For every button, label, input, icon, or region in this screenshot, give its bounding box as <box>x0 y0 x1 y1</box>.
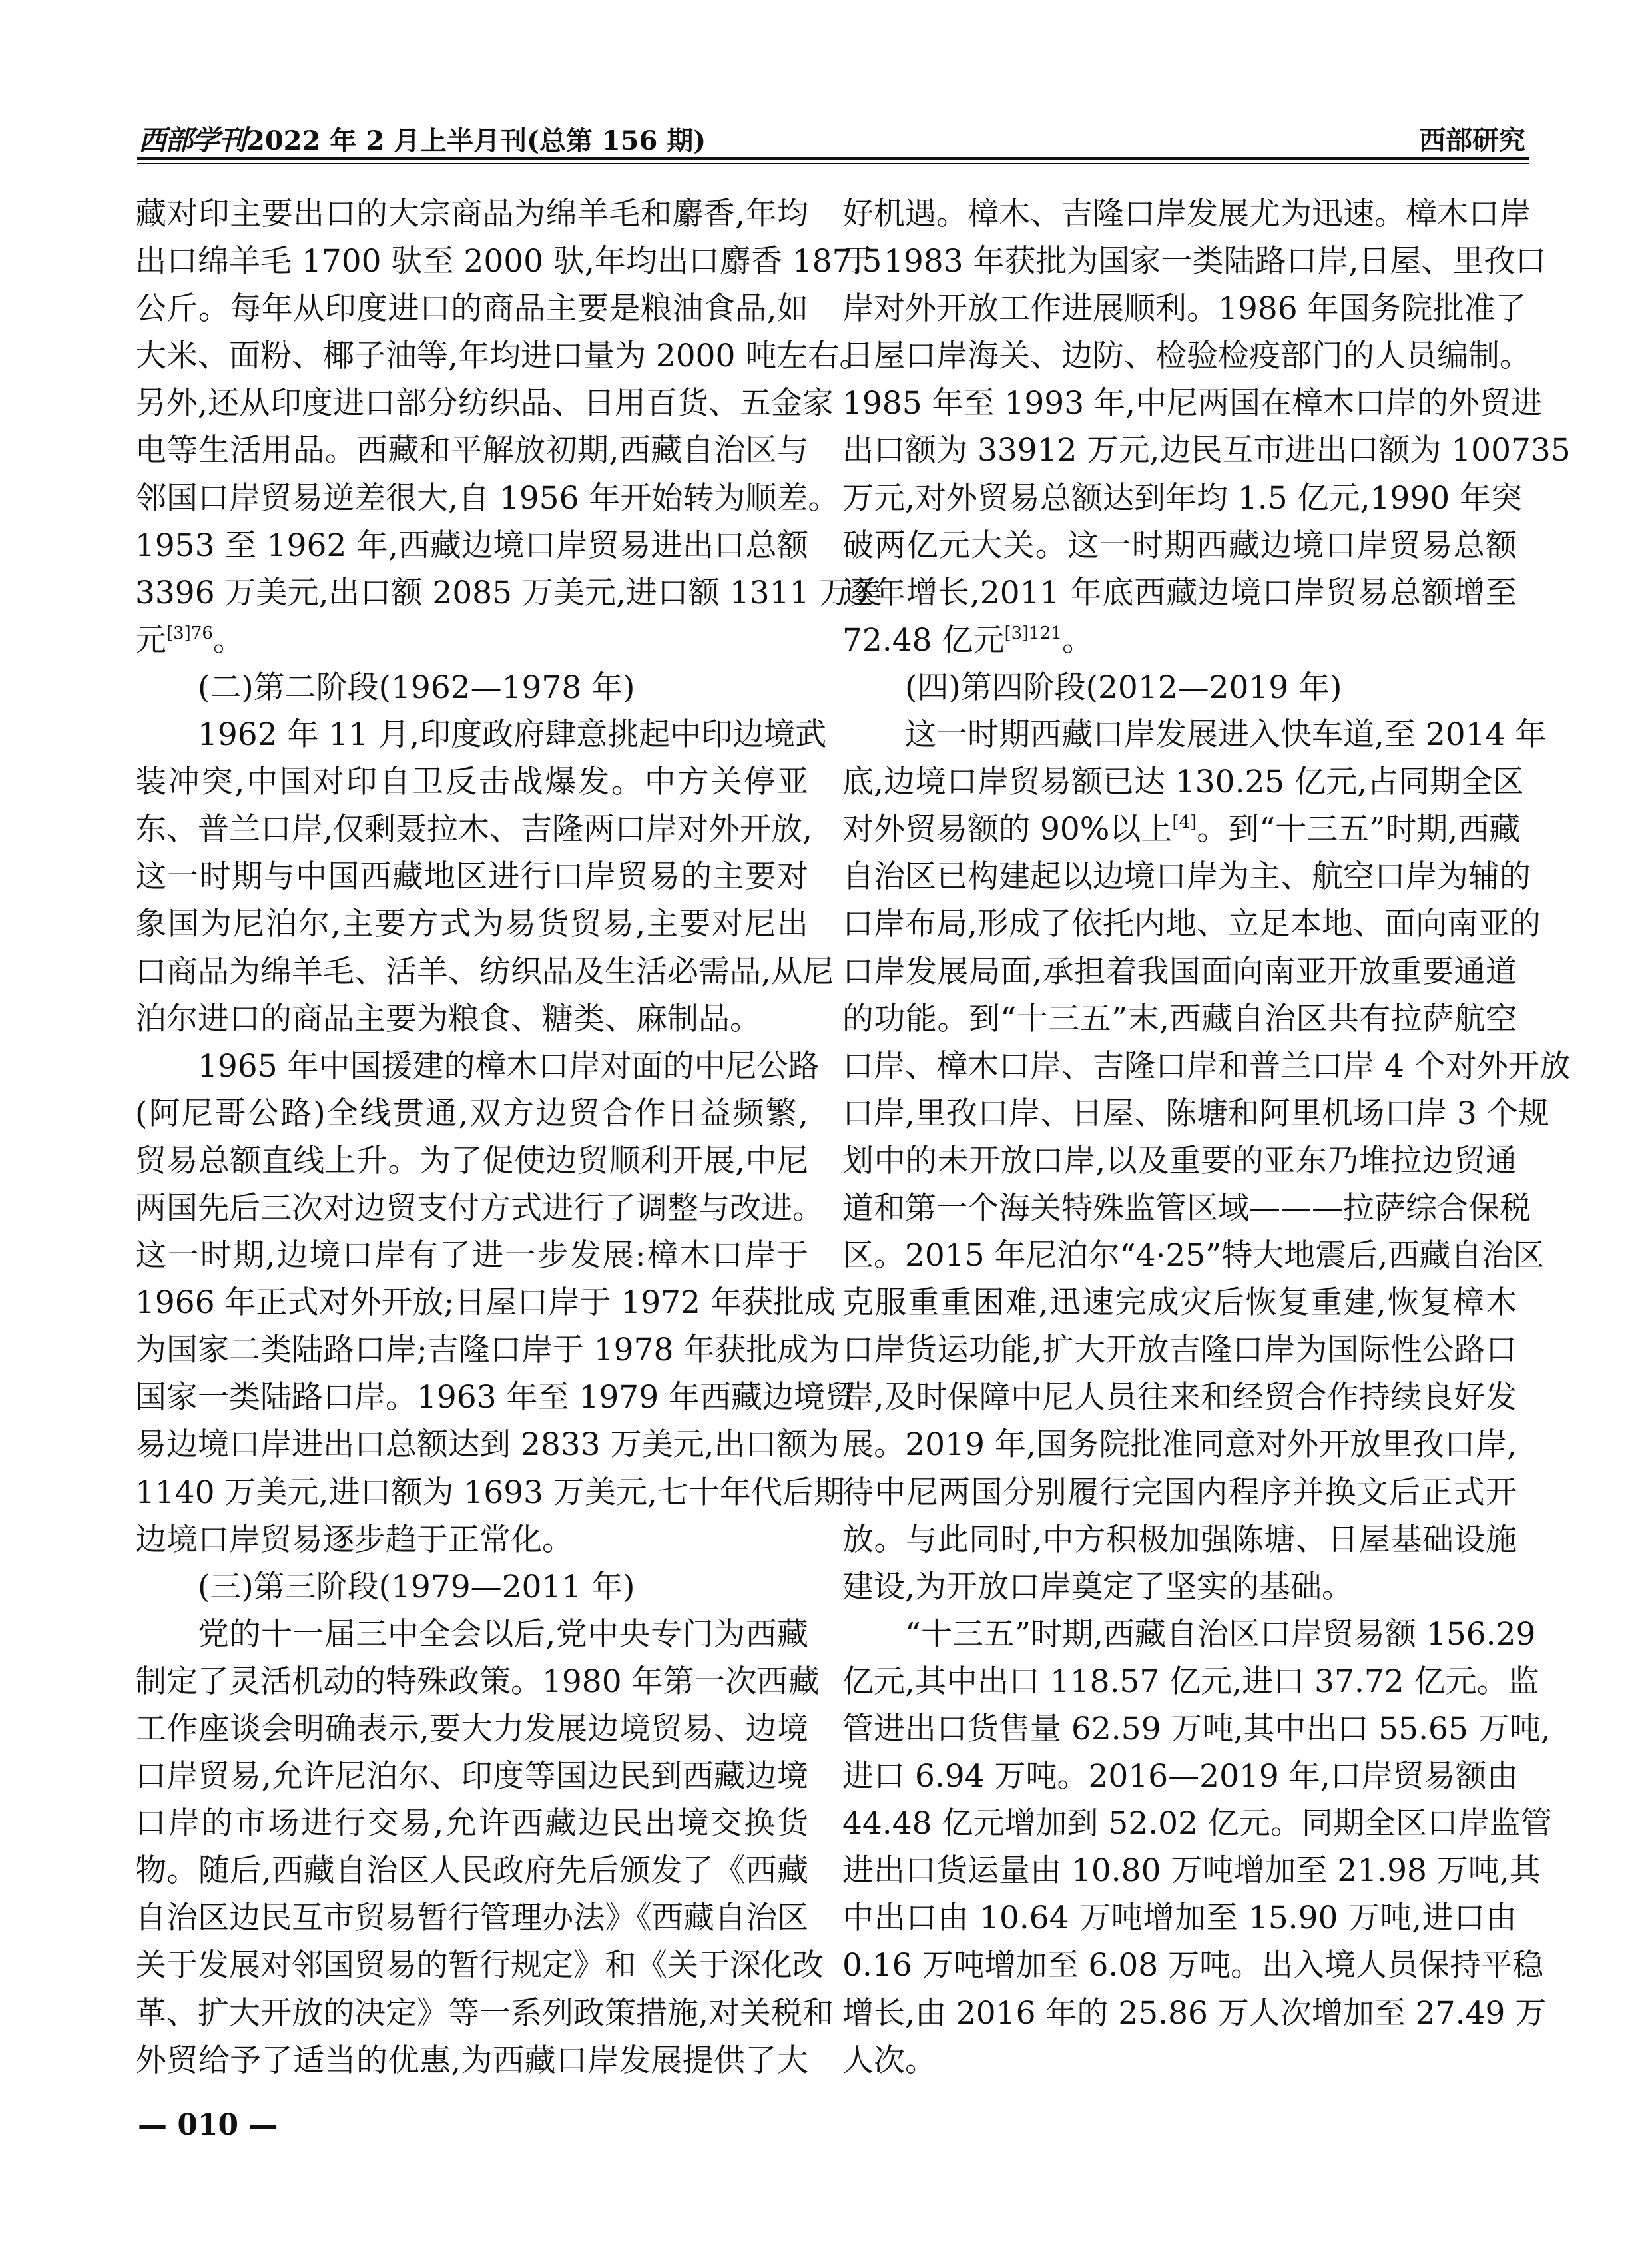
text-span: 底,边境口岸贸易额已达 130.25 亿元,占同期全区 <box>842 764 1524 801</box>
text-span: 口岸发展局面,承担着我国面向南亚开放重要通道 <box>842 953 1517 990</box>
text-line <box>842 2037 1517 2084</box>
text-line <box>135 427 808 474</box>
text-span: 区。2015 年尼泊尔“4·25”特大地震后,西藏自治区 <box>842 1237 1545 1274</box>
text-line <box>842 758 1524 806</box>
text-span: 自治区已构建起以边境口岸为主、航空口岸为辅的 <box>842 858 1531 896</box>
text-span: 口岸货运功能,扩大开放吉隆口岸为国际性公路口 <box>842 1332 1517 1369</box>
text-line <box>842 1279 1517 1326</box>
text-span: 边境口岸贸易逐步趋于正常化。 <box>135 1521 573 1558</box>
text-span: 象国为尼泊尔,主要方式为易货贸易,主要对尼出 <box>135 906 808 943</box>
text-span: 展。2019 年,国务院批准同意对外开放里孜口岸, <box>842 1426 1517 1464</box>
text-line <box>842 1516 1517 1563</box>
text-line <box>842 1847 1541 1894</box>
text-span: 进口 6.94 万吨。2016—2019 年,口岸贸易额由 <box>842 1758 1518 1795</box>
page-number: — 010 — <box>138 2108 278 2142</box>
section-title: 西部研究 <box>1419 125 1525 156</box>
text-span: 这一时期与中国西藏地区进行口岸贸易的主要对 <box>135 858 808 896</box>
text-span: 关于发展对邻国贸易的暂行规定》和《关于深化改 <box>135 1947 824 1984</box>
text-span: 党的十一届三中全会以后,党中央专门为西藏 <box>198 1615 808 1653</box>
text-line <box>135 806 812 853</box>
text-span: (二)第二阶段(1962—1978 年) <box>198 669 635 706</box>
text-span: 于 1983 年获批为国家一类陆路口岸,日屋、里孜口 <box>842 243 1547 280</box>
text-line <box>135 1279 836 1326</box>
text-line <box>135 617 808 664</box>
text-line <box>842 900 1541 948</box>
text-span: (三)第三阶段(1979—2011 年) <box>198 1568 635 1605</box>
text-line <box>842 1374 1517 1421</box>
text-span: 口商品为绵羊毛、活羊、纺织品及生活必需品,从尼 <box>135 953 834 990</box>
text-span: 工作座谈会明确表示,要大力发展边境贸易、边境 <box>135 1711 808 1747</box>
text-span: 72.48 亿元 <box>842 621 1005 659</box>
text-span: 的功能。到“十三五”末,西藏自治区共有拉萨航空 <box>842 1000 1517 1037</box>
text-line <box>135 569 882 617</box>
text-line <box>135 1942 824 1989</box>
text-span: 克服重重困难,迅速完成灾后恢复重建,恢复樟木 <box>842 1284 1517 1322</box>
text-span: 待中尼两国分别履行完国内程序并换文后正式开 <box>842 1474 1517 1511</box>
text-span: 1140 万美元,进口额为 1693 万美元,七十年代后期 <box>135 1474 845 1511</box>
text-span: 1966 年正式对外开放;日屋口岸于 1972 年获批成 <box>135 1284 836 1322</box>
text-line <box>842 238 1547 285</box>
text-line <box>842 1990 1547 2037</box>
text-line <box>135 475 840 522</box>
text-line <box>135 900 808 948</box>
text-span: 这一时期西藏口岸发展进入快车道,至 2014 年 <box>905 716 1547 754</box>
text-line <box>135 2037 808 2084</box>
text-span: 管进出口货售量 62.59 万吨,其中出口 55.65 万吨, <box>842 1711 1551 1747</box>
text-span: 日屋口岸海关、边防、检验检疫部门的人员编制。 <box>842 338 1531 375</box>
text-span: “十三五”时期,西藏自治区口岸贸易额 156.29 <box>905 1615 1536 1653</box>
text-span: 物。随后,西藏自治区人民政府先后颁发了《西藏 <box>135 1852 808 1890</box>
text-span: 电等生活用品。西藏和平解放初期,西藏自治区与 <box>135 432 808 469</box>
text-line <box>842 1185 1531 1232</box>
text-line <box>135 522 808 569</box>
text-span: (四)第四阶段(2012—2019 年) <box>905 669 1342 706</box>
text-line <box>842 711 1547 758</box>
paragraph <box>842 711 1571 1611</box>
text-line <box>842 569 1517 617</box>
text-span: 0.16 万吨增加至 6.08 万吨。出入境人员保持平稳 <box>842 1947 1544 1984</box>
text-column-left <box>135 190 882 2084</box>
text-line <box>842 1705 1551 1753</box>
paragraph <box>842 190 1571 664</box>
text-line <box>842 1611 1536 1658</box>
text-line <box>135 1137 808 1185</box>
text-line <box>135 332 871 380</box>
text-span: 装冲突,中国对印自卫反击战爆发。中方关停亚 <box>135 764 808 801</box>
text-line <box>842 1563 1517 1611</box>
text-span: 口岸,里孜口岸、日屋、陈塘和阿里机场口岸 3 个规 <box>842 1095 1549 1132</box>
text-span: 革、扩大开放的决定》等一系列政策措施,对关税和 <box>135 1994 834 2032</box>
text-line <box>135 711 827 758</box>
text-line <box>135 238 882 285</box>
header-rule-thin <box>137 163 1529 164</box>
text-line <box>135 1185 824 1232</box>
text-span: 破两亿元大关。这一时期西藏边境口岸贸易总额 <box>842 527 1517 564</box>
text-line <box>842 1894 1517 1942</box>
text-line <box>135 1658 820 1705</box>
text-span: 制定了灵活机动的特殊政策。1980 年第一次西藏 <box>135 1663 820 1700</box>
text-span: 44.48 亿元增加到 52.02 亿元。同期全区口岸监管 <box>842 1805 1552 1842</box>
text-span: 藏对印主要出口的大宗商品为绵羊毛和麝香,年均 <box>135 196 808 232</box>
text-span: 万元,对外贸易总额达到年均 1.5 亿元,1990 年突 <box>842 479 1523 517</box>
text-line <box>842 1469 1517 1516</box>
text-span: 自治区边民互市贸易暂行管理办法》《西藏自治区 <box>135 1900 808 1937</box>
text-line <box>135 1421 840 1468</box>
text-line <box>842 617 1517 664</box>
text-line <box>135 1611 808 1658</box>
text-line <box>135 1374 857 1421</box>
text-line <box>842 664 1517 711</box>
text-line <box>842 427 1571 474</box>
text-span: 国家一类陆路口岸。1963 年至 1979 年西藏边境贸 <box>135 1379 857 1416</box>
text-span: 外贸给予了适当的优惠,为西藏口岸发展提供了大 <box>135 2042 808 2079</box>
text-span: 东、普兰口岸,仅剩聂拉木、吉隆两口岸对外开放, <box>135 811 812 848</box>
text-span: 逐年增长,2011 年底西藏边境口岸贸易总额增至 <box>842 574 1517 611</box>
text-span: 元 <box>135 621 166 659</box>
text-column-right <box>842 190 1571 2084</box>
text-line <box>135 758 808 806</box>
citation-reference: [3]121 <box>1004 623 1062 643</box>
text-span: 。 <box>1061 621 1093 659</box>
text-line <box>135 285 808 332</box>
text-line <box>842 1326 1517 1374</box>
text-line <box>135 1705 808 1753</box>
text-line <box>842 1043 1571 1090</box>
text-line <box>135 380 834 427</box>
text-line <box>135 1847 808 1894</box>
text-line <box>842 1421 1517 1468</box>
section-heading <box>135 664 808 711</box>
text-line <box>842 522 1517 569</box>
text-line <box>135 1090 808 1137</box>
section-heading <box>842 664 1517 711</box>
text-span: 公斤。每年从印度进口的商品主要是粮油食品,如 <box>135 290 808 328</box>
text-line <box>135 1043 820 1090</box>
paragraph <box>135 1611 834 2084</box>
text-line <box>842 995 1517 1043</box>
text-span: 放。与此同时,中方积极加强陈塘、日屋基础设施 <box>842 1521 1517 1558</box>
text-span: 3396 万美元,出口额 2085 万美元,进口额 1311 万美 <box>135 574 882 611</box>
text-line <box>842 190 1531 238</box>
text-line <box>135 1894 808 1942</box>
text-line <box>842 380 1542 427</box>
text-span: 大米、面粉、椰子油等,年均进口量为 2000 吨左右。 <box>135 338 871 375</box>
text-span: 增长,由 2016 年的 25.86 万人次增加至 27.49 万 <box>842 1994 1547 2032</box>
text-span: 亿元,其中出口 118.57 亿元,进口 37.72 亿元。监 <box>842 1663 1539 1700</box>
text-line <box>842 332 1531 380</box>
text-span: 出口绵羊毛 1700 驮至 2000 驮,年均出口麝香 187.5 <box>135 243 882 280</box>
text-line <box>135 1469 845 1516</box>
text-line <box>842 1942 1544 1989</box>
text-span: 口岸布局,形成了依托内地、立足本地、面向南亚的 <box>842 906 1541 943</box>
text-line <box>842 285 1527 332</box>
text-line <box>842 1753 1517 1800</box>
text-span: 口岸、樟木口岸、吉隆口岸和普兰口岸 4 个对外开放 <box>842 1047 1571 1085</box>
text-span: 口岸的市场进行交易,允许西藏边民出境交换货 <box>135 1805 808 1842</box>
text-line <box>135 664 808 711</box>
text-span: 出口额为 33912 万元,边民互市进出口额为 100735 <box>842 432 1571 469</box>
text-span: 进出口货运量由 10.80 万吨增加至 21.98 万吨,其 <box>842 1852 1541 1890</box>
text-span: 人次。 <box>842 2042 936 2079</box>
section-heading <box>135 1563 808 1611</box>
issue-info: 2022 年 2 月上半月刊(总第 156 期) <box>246 125 706 156</box>
text-line <box>842 1232 1545 1279</box>
text-span: 1962 年 11 月,印度政府肆意挑起中印边境武 <box>198 716 827 754</box>
text-span: 建设,为开放口岸奠定了坚实的基础。 <box>842 1568 1353 1605</box>
text-span: 贸易总额直线上升。为了促使边贸顺利开展,中尼 <box>135 1142 808 1179</box>
text-span: 另外,还从印度进口部分纺织品、日用百货、五金家 <box>135 385 834 422</box>
text-line <box>842 1137 1517 1185</box>
paragraph <box>135 190 882 664</box>
text-span: 为国家二类陆路口岸;吉隆口岸于 1978 年获批成为 <box>135 1332 840 1369</box>
text-span: 口岸贸易,允许尼泊尔、印度等国边民到西藏边境 <box>135 1758 808 1795</box>
text-span: 岸对外开放工作进展顺利。1986 年国务院批准了 <box>842 290 1527 328</box>
text-span: 泊尔进口的商品主要为粮食、糖类、麻制品。 <box>135 1000 761 1037</box>
text-line <box>135 1563 808 1611</box>
text-span: 道和第一个海关特殊监管区域———拉萨综合保税 <box>842 1189 1531 1227</box>
text-span: 1965 年中国援建的樟木口岸对面的中尼公路 <box>198 1047 820 1085</box>
text-span: (阿尼哥公路)全线贯通,双方边贸合作日益频繁, <box>135 1095 808 1132</box>
paragraph <box>842 1611 1552 2084</box>
text-span: 岸,及时保障中尼人员往来和经贸合作持续良好发 <box>842 1379 1517 1416</box>
text-line <box>842 475 1523 522</box>
text-line <box>135 853 808 900</box>
text-line <box>135 1232 808 1279</box>
text-span: 对外贸易额的 90%以上 <box>842 811 1173 848</box>
text-line <box>842 1800 1552 1847</box>
citation-reference: [3]76 <box>166 623 213 643</box>
text-span: 易边境口岸进出口总额达到 2833 万美元,出口额为 <box>135 1426 840 1464</box>
text-span: 1953 至 1962 年,西藏边境口岸贸易进出口总额 <box>135 527 808 564</box>
text-line <box>135 948 834 995</box>
journal-logo: 西部学刊 <box>138 124 246 156</box>
text-line <box>135 995 808 1043</box>
text-span: 划中的未开放口岸,以及重要的亚东乃堆拉边贸通 <box>842 1142 1517 1179</box>
text-span: 。到“十三五”时期,西藏 <box>1197 811 1521 848</box>
text-line <box>135 1326 840 1374</box>
text-line <box>842 948 1517 995</box>
text-line <box>842 1658 1539 1705</box>
paragraph <box>135 711 834 1043</box>
header-rule-thick <box>137 157 1529 160</box>
text-span: 1985 年至 1993 年,中尼两国在樟木口岸的外贸进 <box>842 385 1542 422</box>
text-line <box>135 1990 834 2037</box>
text-line <box>842 1090 1549 1137</box>
paragraph <box>135 1043 857 1563</box>
text-span: 。 <box>212 621 244 659</box>
text-span: 这一时期,边境口岸有了进一步发展:樟木口岸于 <box>135 1237 808 1274</box>
text-line <box>135 1800 808 1847</box>
text-line <box>135 1753 808 1800</box>
citation-reference: [4] <box>1172 812 1197 833</box>
text-span: 中出口由 10.64 万吨增加至 15.90 万吨,进口由 <box>842 1900 1517 1937</box>
text-line <box>135 1516 808 1563</box>
text-span: 好机遇。樟木、吉隆口岸发展尤为迅速。樟木口岸 <box>842 196 1531 232</box>
text-span: 邻国口岸贸易逆差很大,自 1956 年开始转为顺差。 <box>135 479 840 517</box>
text-line <box>135 190 808 238</box>
text-line <box>842 806 1521 853</box>
running-header <box>138 124 706 158</box>
text-line <box>842 853 1531 900</box>
text-span: 两国先后三次对边贸支付方式进行了调整与改进。 <box>135 1189 824 1227</box>
